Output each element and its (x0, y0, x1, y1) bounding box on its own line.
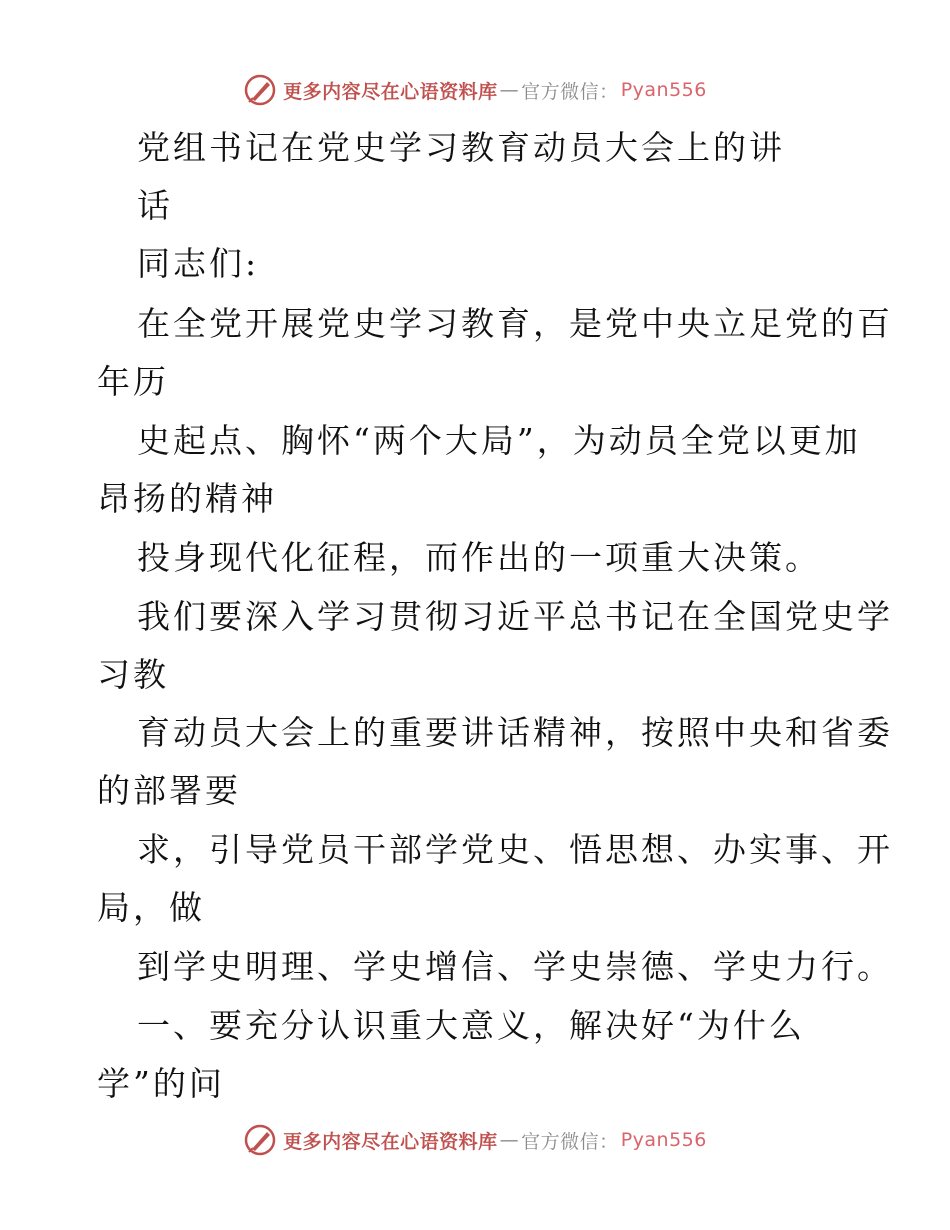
banner-text (283, 77, 707, 104)
banner-official-label: 官方微信： (521, 1130, 619, 1153)
doc-salutation: 同志们: (137, 244, 260, 283)
doc-text-line: 我们要深入学习贯彻习近平总书记在全国党史学 (137, 597, 893, 636)
header-banner (0, 70, 950, 110)
banner-wechat-id: Pyan556 (620, 79, 707, 101)
doc-text-line: 到学史明理、学史增信、学史崇德、学史力行。 (137, 947, 893, 986)
doc-text-line: 习教 (97, 655, 169, 694)
doc-text-line: 在全党开展党史学习教育，是党中央立足党的百 (137, 304, 893, 343)
banner-dash: — (499, 1129, 520, 1151)
banner-main-text: 更多内容尽在心语资料库 (283, 1130, 498, 1153)
doc-title-line-2: 话 (137, 186, 173, 225)
doc-heading-line: 学”的问 (97, 1064, 225, 1103)
quill-logo-icon (243, 73, 277, 107)
banner-wechat-id: Pyan556 (620, 1129, 707, 1151)
doc-text-line: 局，做 (97, 888, 205, 927)
quill-logo-icon (243, 1123, 277, 1157)
doc-text-line: 投身现代化征程，而作出的一项重大决策。 (137, 538, 821, 577)
doc-text-line: 求，引导党员干部学党史、悟思想、办实事、开 (137, 830, 893, 869)
banner-official-label: 官方微信： (521, 80, 619, 103)
doc-text-line: 年历 (97, 362, 169, 401)
doc-text-line: 史起点、胸怀“两个大局”，为动员全党以更加 (137, 421, 861, 460)
doc-text-line: 昂扬的精神 (97, 479, 277, 518)
doc-heading-line: 一、要充分认识重大意义，解决好“为什么 (137, 1006, 805, 1045)
footer-banner (0, 1120, 950, 1160)
banner-main-text: 更多内容尽在心语资料库 (283, 80, 498, 103)
doc-text-line: 育动员大会上的重要讲话精神，按照中央和省委 (137, 713, 893, 752)
doc-title-line-1: 党组书记在党史学习教育动员大会上的讲 (137, 128, 785, 167)
doc-text-line: 的部署要 (97, 771, 241, 810)
banner-text (283, 1127, 707, 1154)
banner-dash: — (499, 79, 520, 101)
